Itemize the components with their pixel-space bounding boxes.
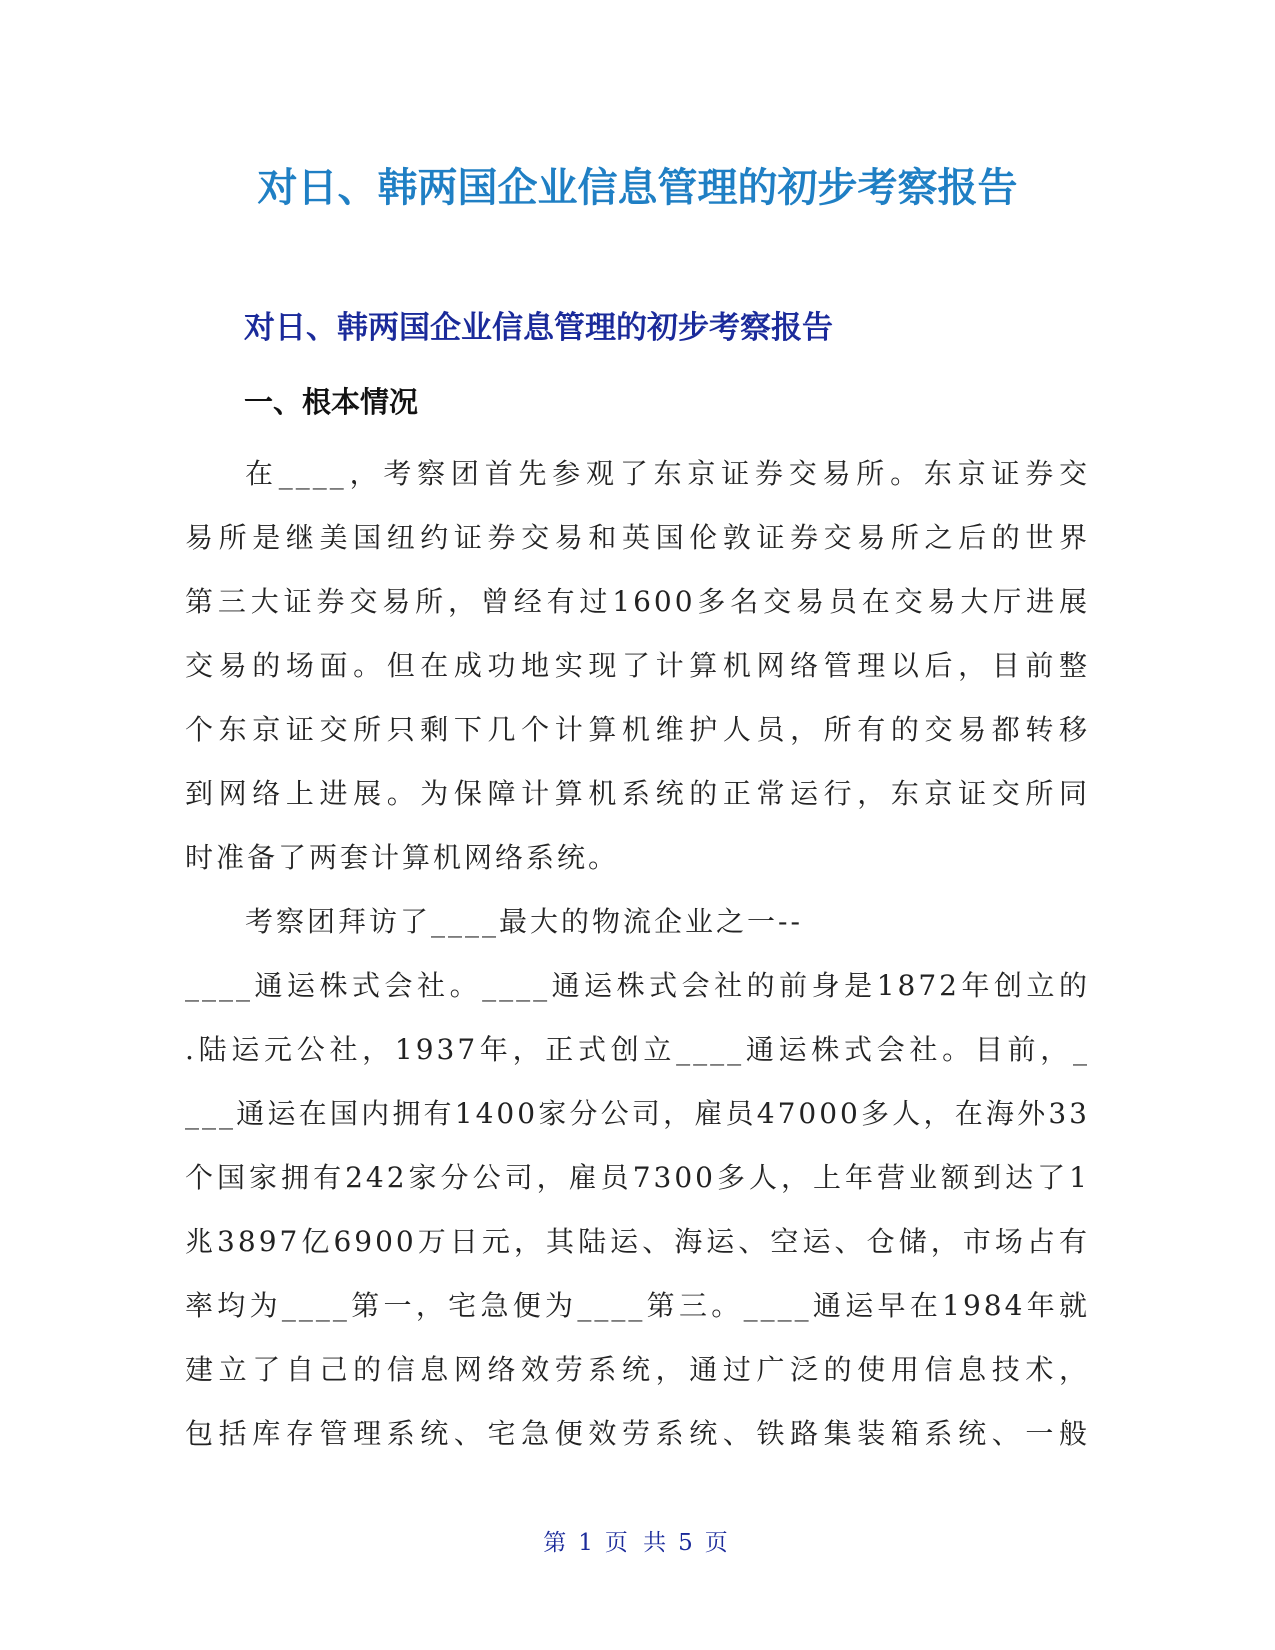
paragraph-line: ____通运株式会社。____通运株式会社的前身是1872年创立的: [185, 969, 1090, 1002]
section-heading: 一、根本情况: [244, 385, 419, 419]
document-subtitle: 对日、韩两国企业信息管理的初步考察报告: [244, 310, 833, 346]
page-footer: [0, 1528, 1275, 1558]
page-label-suffix: 页: [704, 1530, 732, 1556]
page-label-prefix: 第: [543, 1530, 571, 1556]
paragraph-line: 个东京证交所只剩下几个计算机维护人员，所有的交易都转移: [185, 713, 1090, 746]
paragraph-line: .陆运元公社，1937年，正式创立____通运株式会社。目前，_: [185, 1033, 1090, 1066]
paragraph-line: 个国家拥有242家分公司，雇员7300多人，上年营业额到达了1: [185, 1161, 1090, 1194]
current-page-number: 1: [578, 1530, 597, 1556]
paragraph-line: 第三大证券交易所，曾经有过1600多名交易员在交易大厅进展: [185, 585, 1090, 618]
paragraph-line: 包括库存管理系统、宅急便效劳系统、铁路集装箱系统、一般: [185, 1417, 1090, 1450]
page-label-mid: 页 共: [604, 1530, 671, 1556]
paragraph-line: 交易的场面。但在成功地实现了计算机网络管理以后，目前整: [185, 649, 1090, 682]
paragraph-line: 考察团拜访了____最大的物流企业之一--: [245, 905, 803, 938]
document-title: 对日、韩两国企业信息管理的初步考察报告: [257, 165, 1018, 211]
document-body: [185, 442, 1090, 1466]
paragraph-line: 建立了自己的信息网络效劳系统，通过广泛的使用信息技术，: [185, 1353, 1090, 1386]
paragraph-line: 率均为____第一，宅急便为____第三。____通运早在1984年就: [185, 1289, 1090, 1322]
total-pages-number: 5: [678, 1530, 697, 1556]
paragraph-line: ___通运在国内拥有1400家分公司，雇员47000多人，在海外33: [185, 1097, 1090, 1130]
paragraph-line: 兆3897亿6900万日元，其陆运、海运、空运、仓储，市场占有: [185, 1225, 1090, 1258]
paragraph-line: 易所是继美国纽约证券交易和英国伦敦证券交易所之后的世界: [185, 521, 1090, 554]
paragraph-line: 到网络上进展。为保障计算机系统的正常运行，东京证交所同: [185, 777, 1090, 810]
paragraph-line: 时准备了两套计算机网络系统。: [185, 841, 620, 874]
paragraph-line: 在____，考察团首先参观了东京证券交易所。东京证券交: [245, 457, 1090, 490]
